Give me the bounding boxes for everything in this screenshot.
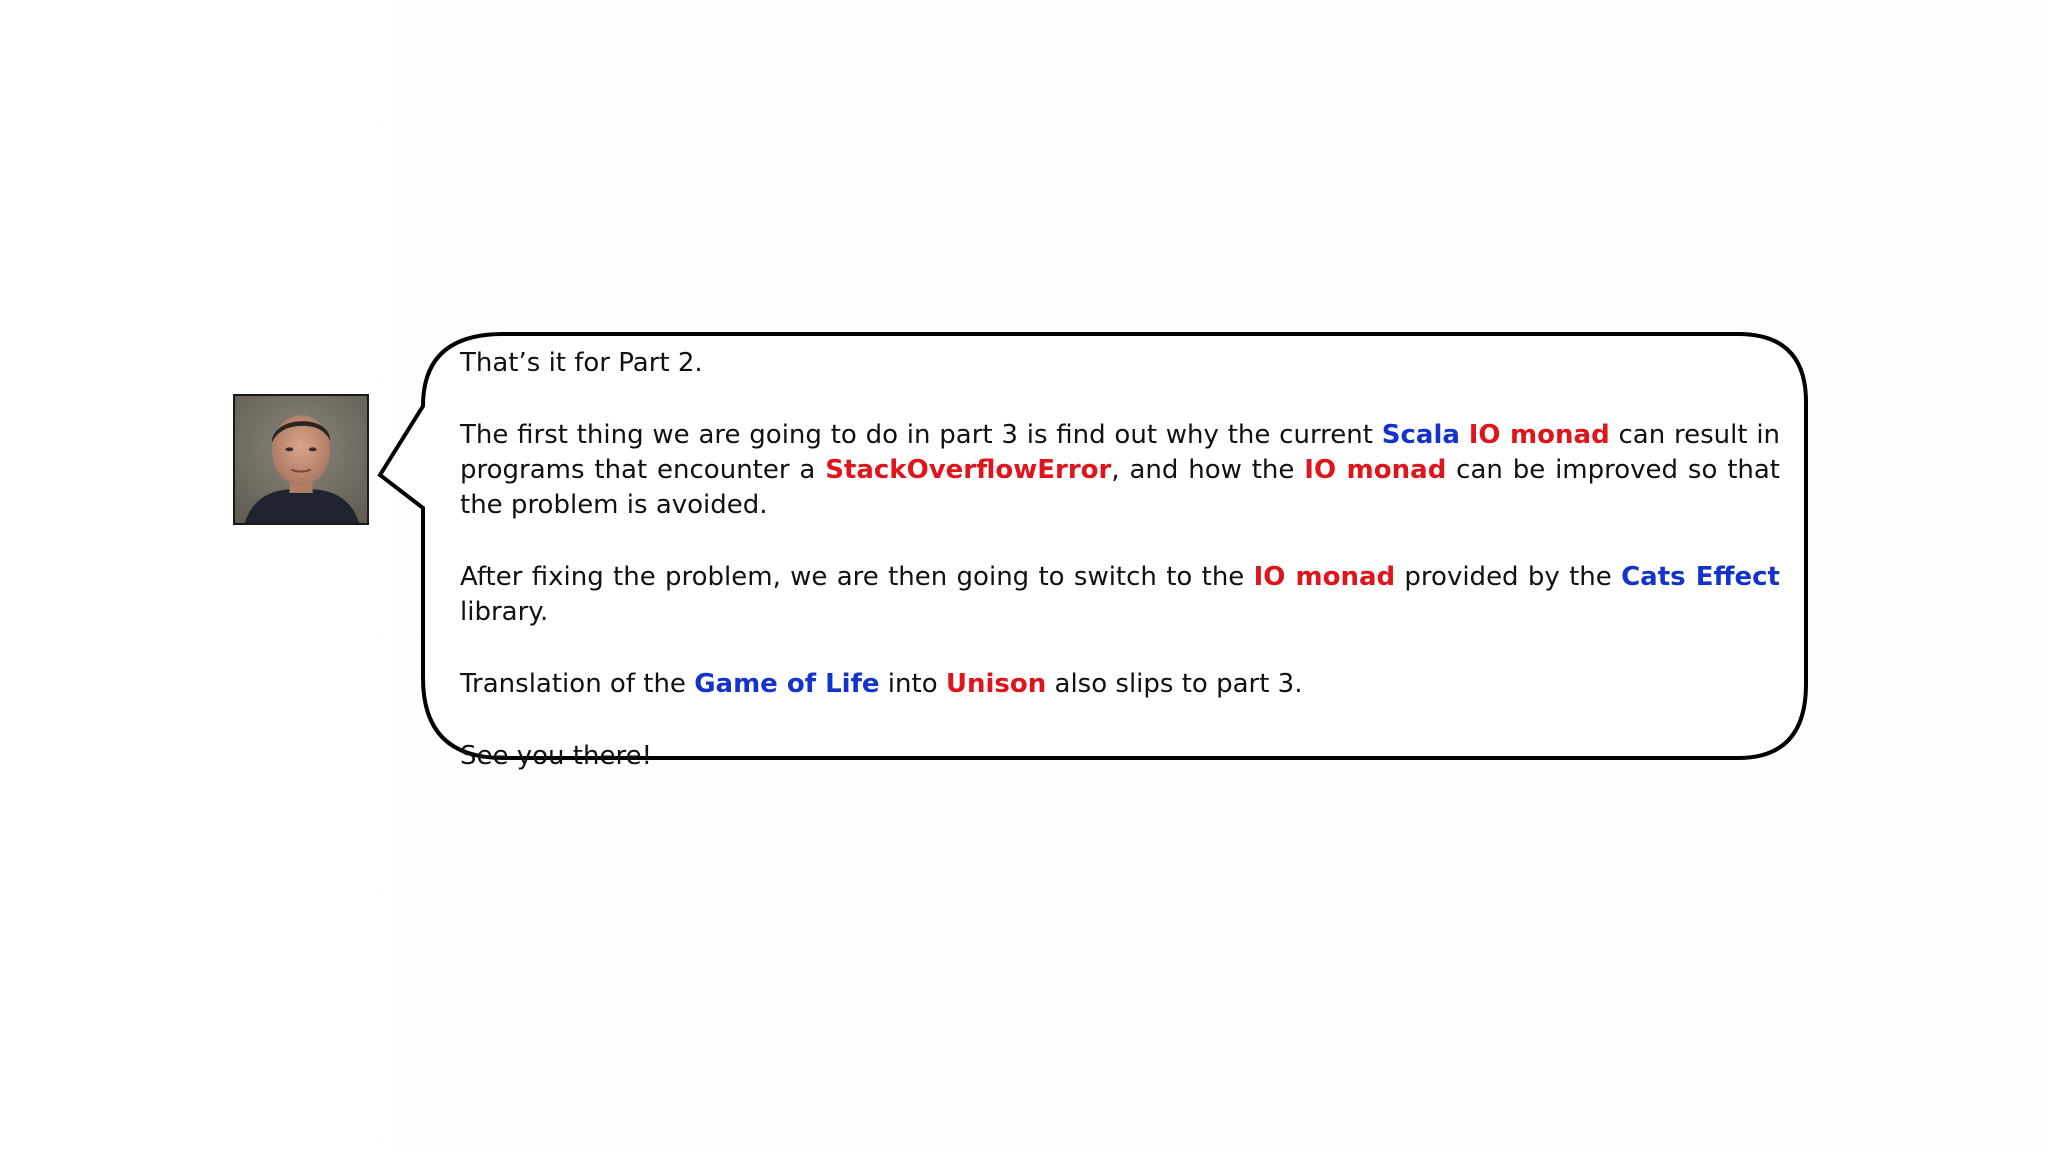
text-see-you-there: See you there!	[460, 741, 653, 771]
person-photo-icon	[235, 396, 367, 523]
text-segment: into	[879, 669, 946, 699]
text-segment: can result in programs that encounter a	[460, 420, 1781, 485]
message-text	[460, 346, 1780, 774]
paragraph-cats-effect	[460, 560, 1780, 630]
keyword-scala: Scala	[1381, 420, 1460, 450]
keyword-stackoverflowerror: StackOverflowError	[825, 455, 1112, 485]
paragraph-part-3-plan	[460, 418, 1780, 523]
text-segment: library.	[460, 597, 549, 627]
keyword-io-monad: IO monad	[1468, 420, 1610, 450]
text-segment: Translation of the	[460, 669, 695, 699]
keyword-unison: Unison	[945, 669, 1047, 699]
text-part-2-intro: That’s it for Part 2.	[460, 348, 703, 378]
text-segment: can be improved so that the problem is avoided.	[460, 455, 1781, 520]
text-segment: also slips to part 3.	[1046, 669, 1303, 699]
text-segment: , and how the	[1111, 455, 1305, 485]
keyword-io-monad: IO monad	[1253, 562, 1396, 592]
keyword-io-monad: IO monad	[1304, 455, 1447, 485]
text-segment: After fixing the problem, we are then going to switch to the	[460, 562, 1254, 592]
text-segment: provided by the	[1395, 562, 1622, 592]
paragraph-part-2	[460, 346, 1780, 381]
keyword-game-of-life: Game of Life	[694, 669, 880, 699]
text-segment: The first thing we are going to do in part 3 is find out why the current	[460, 420, 1382, 450]
keyword-cats-effect: Cats Effect	[1621, 562, 1780, 592]
paragraph-sign-off	[460, 739, 1780, 774]
text-segment	[1460, 420, 1469, 450]
paragraph-game-of-life	[460, 667, 1780, 702]
avatar	[233, 394, 369, 525]
